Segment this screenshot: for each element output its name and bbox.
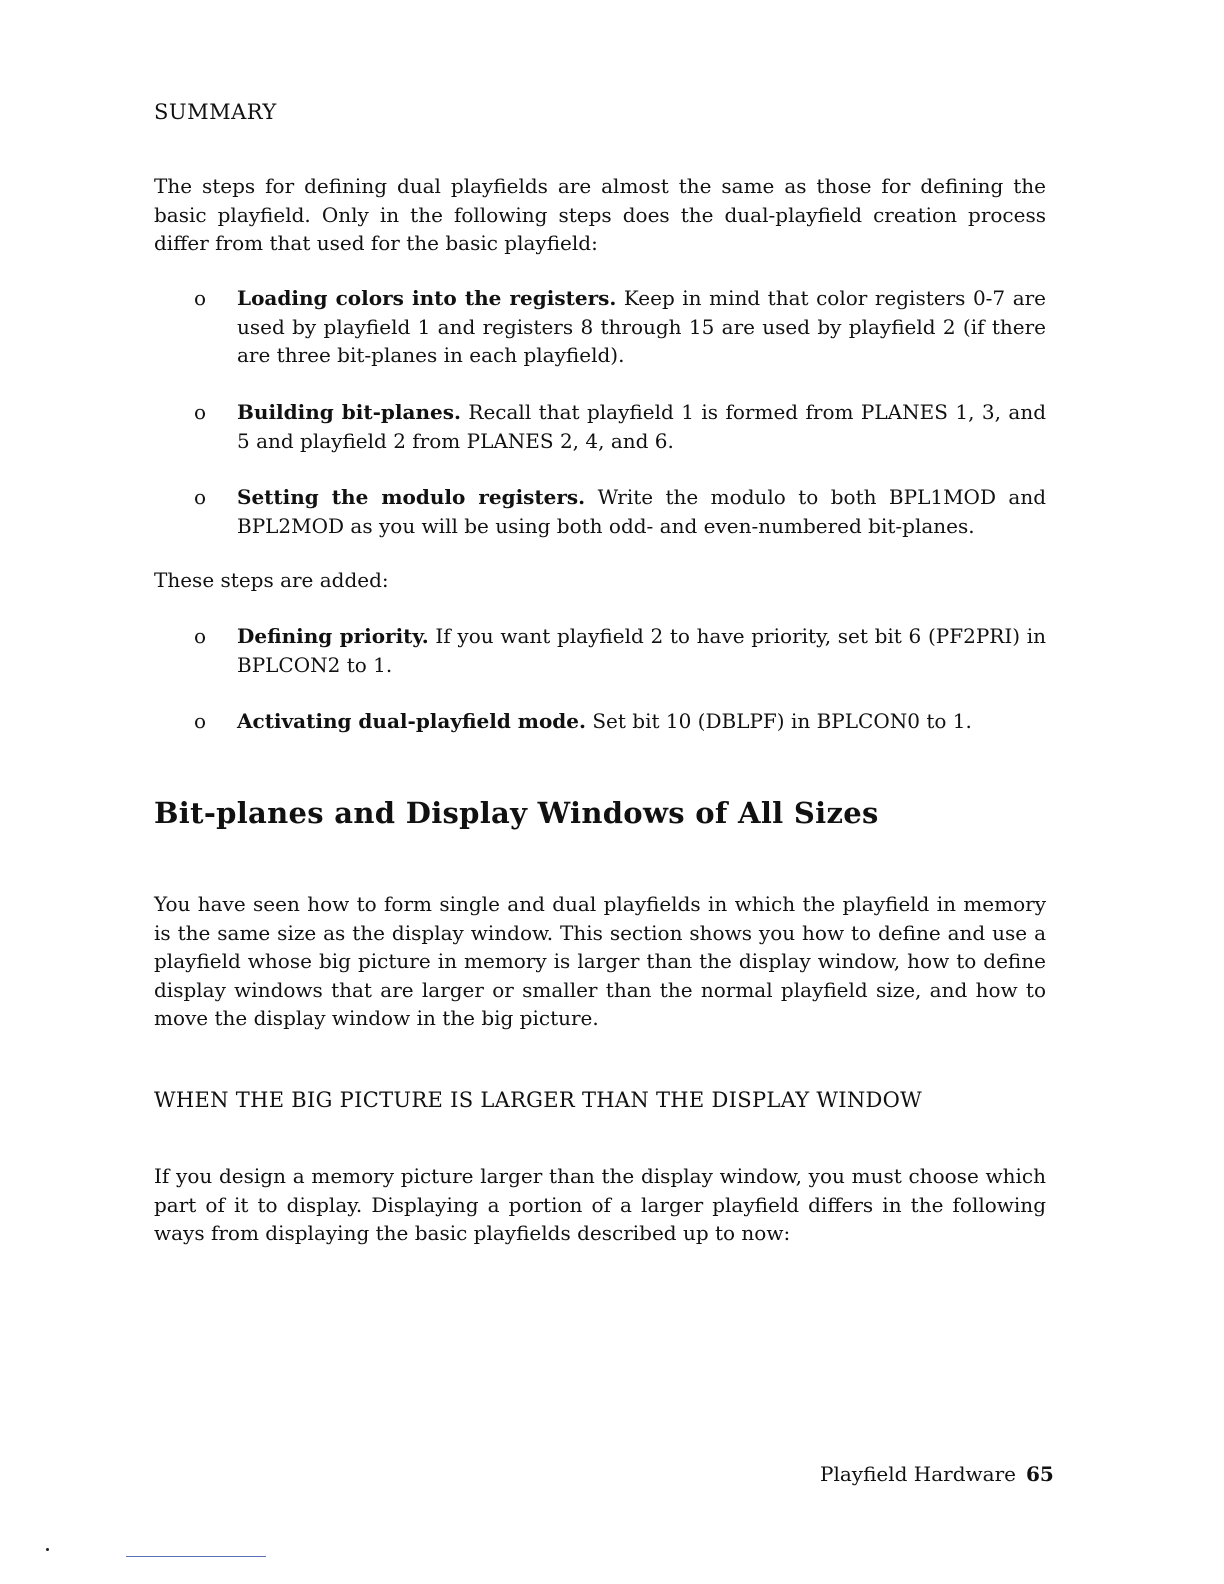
bullet-marker: o	[194, 286, 207, 310]
bullet-marker: o	[194, 485, 207, 509]
step-term: Activating dual-playfield mode.	[237, 709, 586, 733]
summary-heading: SUMMARY	[154, 100, 277, 124]
list-item-text	[237, 284, 1046, 370]
list-item-text	[237, 483, 1046, 540]
bullet-marker: o	[194, 624, 207, 648]
step-description: Write the modulo to both BPL1MOD and BPL2MOD as you will be using both odd- and even-numbered bit-planes.	[237, 485, 1047, 538]
list-item-text	[237, 622, 1046, 679]
subsection-heading: WHEN THE BIG PICTURE IS LARGER THAN THE DISPLAY WINDOW	[154, 1088, 923, 1112]
step-term: Building bit-planes.	[237, 400, 461, 424]
step-term: Setting the modulo registers.	[237, 485, 586, 509]
footer-chapter-title: Playfield Hardware	[820, 1462, 1016, 1486]
footer-rule-line	[126, 1556, 266, 1557]
step-description: Keep in mind that color registers 0-7 are used by playfield 1 and registers 8 through 15 are used by playfield 2 (if there are three bit-planes in each playfield).	[237, 286, 1047, 367]
list-item-text	[237, 398, 1046, 455]
scan-speck	[46, 1548, 49, 1551]
added-steps-intro: These steps are added:	[154, 568, 389, 592]
summary-intro-paragraph: The steps for defining dual playfields are almost the same as those for defining the basic playfield. Only in the following steps does the dual-playfield creation process differ from that used for the basic playfield:	[154, 174, 1046, 255]
section-title: Bit-planes and Display Windows of All Sizes	[154, 796, 879, 830]
step-description: If you want playfield 2 to have priority, set bit 6 (PF2PRI) in BPLCON2 to 1.	[237, 624, 1047, 677]
step-description: Set bit 10 (DBLPF) in BPLCON0 to 1.	[592, 709, 972, 733]
step-description: Recall that playfield 1 is formed from PLANES 1, 3, and 5 and playfield 2 from PLANES 2, 4, and 6.	[237, 400, 1047, 453]
bullet-marker: o	[194, 709, 207, 733]
list-item-text	[237, 707, 1046, 736]
section-paragraph: You have seen how to form single and dual playfields in which the playfield in memory is the same size as the display window. This section shows you how to define and use a playfield whose big picture in memory is larger than the display window, how to define display windows that are larger or smaller than the normal playfield size, and how to move the display window in the big picture.	[154, 892, 1046, 1030]
subsection-paragraph: If you design a memory picture larger than the display window, you must choose which part of it to display. Displaying a portion of a larger playfield differs in the following ways from displaying the basic playfields described up to now:	[154, 1164, 1046, 1245]
step-term: Defining priority.	[237, 624, 429, 648]
page-footer	[820, 1462, 1054, 1486]
bullet-marker: o	[194, 400, 207, 424]
step-term: Loading colors into the registers.	[237, 286, 617, 310]
page-number: 65	[1025, 1462, 1054, 1486]
